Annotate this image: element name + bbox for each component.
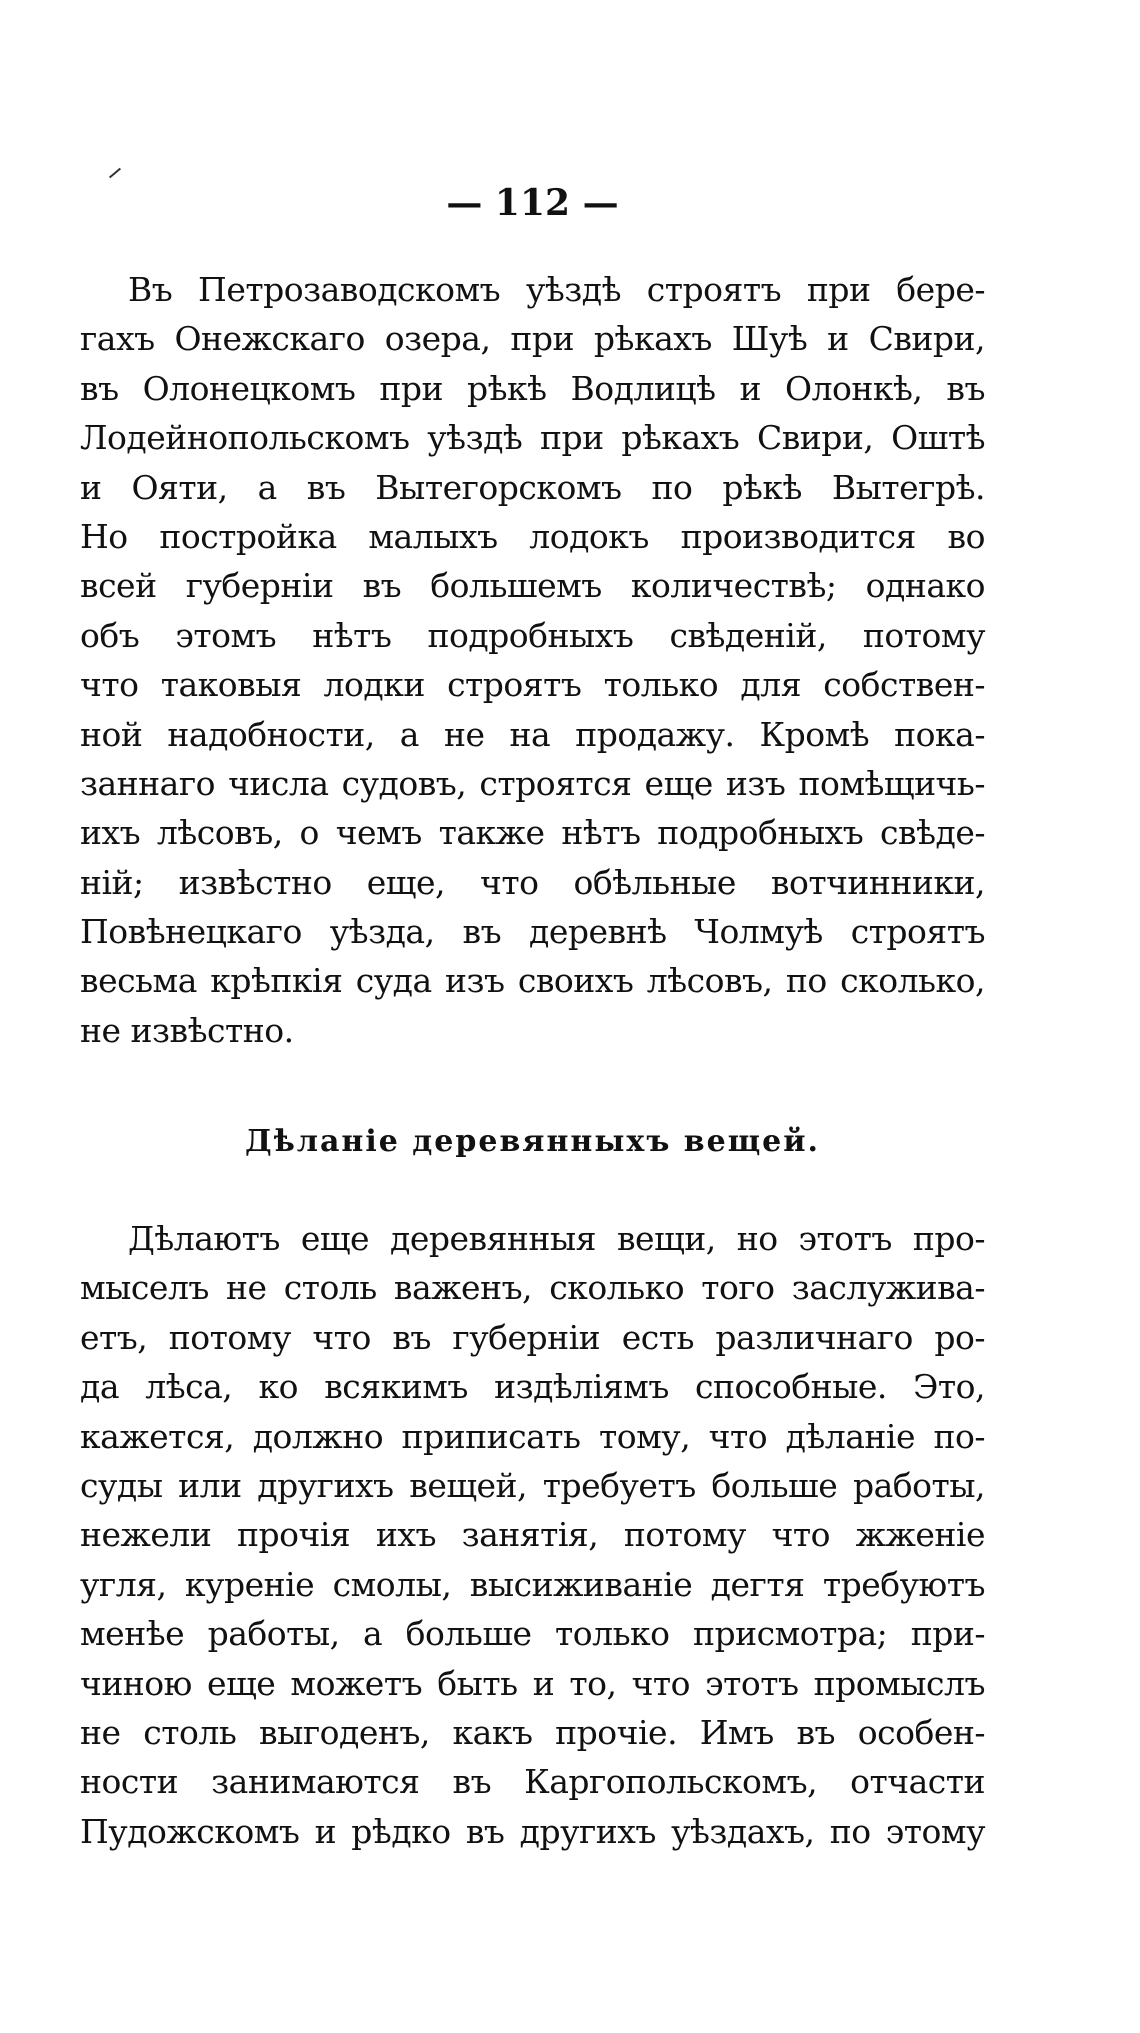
section-heading: Дѣланіе деревянныхъ вещей. — [245, 1124, 820, 1159]
text-line: ности занимаются въ Каргопольскомъ, отчасти — [80, 1762, 985, 1802]
page-number: — 112 — — [446, 182, 619, 224]
text-line: да лѣса, ко всякимъ издѣліямъ способные. Это, — [80, 1367, 985, 1407]
text-line: кажется, должно приписать тому, что дѣланіе по- — [80, 1416, 985, 1456]
text-line: нежели прочія ихъ занятія, потому что жженіе — [80, 1515, 985, 1555]
text-line: Въ Петрозаводскомъ уѣздѣ строятъ при бере- — [128, 270, 985, 309]
text-line: и Ояти, а въ Вытегорскомъ по рѣкѣ Вытегрѣ. — [80, 467, 985, 507]
text-line: гахъ Онежскаго озера, при рѣкахъ Шуѣ и Свири, — [80, 319, 985, 359]
text-line: Пудожскомъ и рѣдко въ другихъ уѣздахъ, по этому — [80, 1811, 985, 1851]
text-line: всей губерніи въ большемъ количествѣ; однако — [80, 566, 985, 606]
text-line: чиною еще можетъ быть и то, что этотъ промыслъ — [80, 1663, 985, 1703]
text-line: мыселъ не столь важенъ, сколько того заслужива- — [80, 1268, 985, 1308]
text-line: угля, куреніе смолы, высиживаніе дегтя требуютъ — [80, 1564, 985, 1604]
text-line: въ Олонецкомъ при рѣкѣ Водлицѣ и Олонкѣ, въ — [80, 368, 985, 408]
text-line: заннаго числа судовъ, строятся еще изъ помѣщичь- — [80, 763, 985, 803]
stray-pen-mark — [109, 168, 121, 179]
text-line: не извѣстно. — [80, 1010, 294, 1050]
text-line: Но постройка малыхъ лодокъ производится во — [80, 516, 985, 556]
text-line: Дѣлаютъ еще деревянныя вещи, но этотъ про- — [128, 1219, 985, 1258]
text-line: что таковыя лодки строятъ только для собствен- — [80, 665, 985, 705]
text-line: ной надобности, а не на продажу. Кромѣ пока- — [80, 714, 985, 754]
text-line: ихъ лѣсовъ, о чемъ также нѣтъ подробныхъ свѣде- — [80, 813, 985, 853]
text-line: весьма крѣпкія суда изъ своихъ лѣсовъ, по сколько, — [80, 961, 985, 1001]
paragraph-shipbuilding — [80, 265, 985, 1055]
text-line: етъ, потому что въ губерніи есть различнаго ро- — [80, 1317, 985, 1357]
text-line: Повѣнецкаго уѣзда, въ деревнѣ Чолмуѣ строятъ — [80, 912, 985, 952]
text-line: ній; извѣстно еще, что обѣльные вотчинники, — [80, 862, 985, 902]
text-line: объ этомъ нѣтъ подробныхъ свѣденій, потому — [80, 615, 985, 655]
text-line: менѣе работы, а больше только присмотра; при- — [80, 1614, 985, 1654]
text-line: суды или другихъ вещей, требуетъ больше работы, — [80, 1465, 985, 1505]
text-line: Лодейнопольскомъ уѣздѣ при рѣкахъ Свири, Оштѣ — [80, 418, 985, 458]
paragraph-wooden-goods — [80, 1214, 985, 1856]
text-line: не столь выгоденъ, какъ прочіе. Имъ въ особен- — [80, 1712, 985, 1752]
